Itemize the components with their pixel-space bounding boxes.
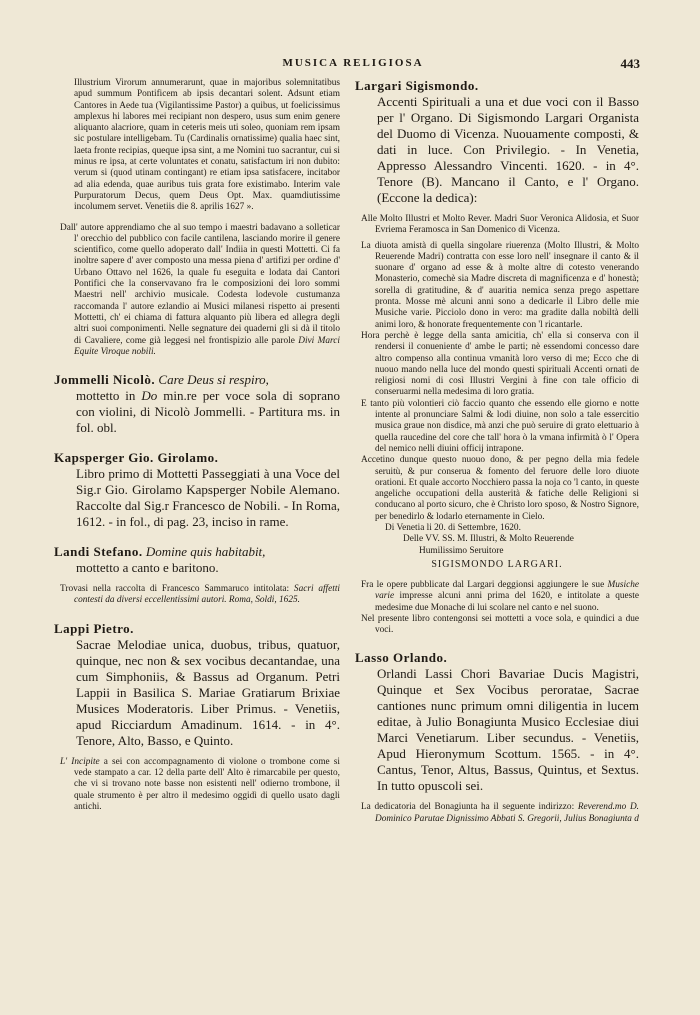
signature: SIGISMONDO LARGARI. xyxy=(431,558,563,570)
running-header: MUSICA RELIGIOSA xyxy=(282,57,424,69)
dedication-paragraph: Accetino dunque questo nuouo dono, & per pegno della mia fedele seruitù, & pur conserua & fomento del feruore delle loro diuote orationi. Et quale accorto Nocchiero passa la noja co 'l canto, in queste angeliche occupationi della austerità & fatiche delle Religioni si conducano al porto sicuro, che è Christo loro sposo, & Nostro Signore, per benedirlo & lodarlo eternamente in Cielo. xyxy=(361,455,639,522)
entry-name: Kapsperger Gio. Girolamo. xyxy=(54,450,219,466)
right-column xyxy=(355,78,639,825)
entry-lasso: Lasso Orlando. Orlandi Lassi Chori Bavariae Ducis Magistri, Quinque et Sex Vocibus peroratae, Sacrae cantiones nunc primum omni diligentia in lucem editae, à Julio Bonagiunta Musico Ecclesiae diui Marci Venetiarum. Liber secundus. - Venetiis, Apud Hieronymum Scottum. 1565. - in 4°. Cantus, Tenor, Altus, Bassus, Quintus, et Sextus. In tutto opuscoli sei. xyxy=(355,650,639,794)
closing-line: Delle VV. SS. M. Illustri, & Molto Reuerende xyxy=(403,534,574,545)
note-italic: Divi Marci Equite Viroque nobili. xyxy=(74,335,340,357)
note-text: Dall' autore apprendiamo che al suo tempo i maestri badavano a solleticar l' orecchio del pubblico con facile cantilena, lasciando morire il genere scientifico, come quello adoperato dall' Indiia in questi Mottetti. Ci fa inoltre sapere d' aver composto una messa piena d' artifizi per ordine d' Urbano Ottavo nel 1626, la quale fu eseguita e lodata dai Cantori Pontifici che la conservavano fra le composizioni dei loro sommi Maestri nell' archivio musicale. Codesta lodevole custumanza raccomanda l' autore ezlandio ai Musici milanesi rispetto ai presenti Mottetti, ch' ei chiama di fattura alquanto più libera ed allegra degli altri suoi componimenti. Nelle segnature dei quaderni gli si dà il titolo di Cavaliere, come già leggesi nel frontispizio alle parole Divi Marci Equite Viroque nobili. xyxy=(60,222,340,357)
dedication-paragraph: La diuota amistà di quella singolare riuerenza (Molto Illustri, & Molto Reuerende Madri) contratta con esse loro nell' insegnare il canto & il suonare d' organo ad esse & à molte altre di cotesto venerando Monasterio, comechè sia Madre discreta di magnificenza e d' honestà; sorella di gratitudine, & d' auaritia nemica senza prego aspettare pronta. Mosse mè alcuni anni sono a dedicarle il Libro delle mie Musiche varie. Picciolo dono in vero: ma gradite dalla nobiltà delli animi loro, & honorate frequentemente con 'l ricantarle. xyxy=(361,240,639,330)
dedication-paragraph: Hora perchè è legge della santa amicitia, ch' ella si conserva con il rendersi il conueniente d' ambe le parti; nè essendomi concesso dare altro compenso alla continua vmanità loro verso di me; Ecco che di nuouo mando nella luce del mondo questi spirituali Accenti ornati de religiosi nomi di così Illustri Vergini à fine con tale officio di conseruarmi nella medesima di loro gratia. xyxy=(361,330,639,398)
note-text: Nel presente libro contengonsi sei mottetti a voce sola, e quindici a due voci. xyxy=(361,613,639,636)
entry-name: Lappi Pietro. xyxy=(54,620,134,636)
page-number: 443 xyxy=(620,56,640,71)
entry-name: Lasso Orlando. xyxy=(355,650,448,666)
dedication-address: Alle Molto Illustri et Molto Rever. Madri Suor Veronica Alidosia, et Suor Evriema Feramosca in San Domenico di Vicenza. xyxy=(361,214,639,236)
entry-name: Jommelli Nicolò. xyxy=(54,372,156,388)
left-column xyxy=(54,78,340,813)
dedication-paragraph: E tanto più volontieri ciò faccio quanto che essendo elle giorno e notte intente al pronunciare Salmi & lodi diuine, non solo a tale essercitio musica graue non disdice, mà anzi che può seruire di grato elettuario à quella raucedine del core che tall' hora ò la vmana infirmità ò l' Opera del nemico nelli diuini officij intrapone. xyxy=(361,398,639,454)
note-text: Fra le opere pubblicate dal Largari deggionsi aggiungere le sue Musiche varie impresse alcuni anni prima del 1620, e intitolate a queste medesime due Monache di lui scolare nel canto e nel suono. xyxy=(361,579,640,613)
entry-largari: Largari Sigismondo. Accenti Spirituali a una et due voci con il Basso per l' Organo. Di Sigismondo Largari Organista del Duomo di Vicenza. Nuouamente composti, & dati in luce. Con Privilegio. - In Venetia, Appresso Alessandro Vincenti. 1620. - in 4°. Tenore (B). Mancano il Canto, e l' Organo. (Eccone la dedica): xyxy=(355,78,639,205)
dateline: Di Venetia li 20. di Settembre, 1620. xyxy=(385,523,521,534)
entry-name: Landi Stefano. xyxy=(54,544,143,560)
entry-name: Largari Sigismondo. xyxy=(355,78,479,93)
note-text: L' Incipite a sei con accompagnamento di violone o trombone come si vede stampato a car. 12 della parte dell' Alto è rimarcabile per questo, che vi si trovano note basse non esistenti nell' odierno trombone, il quale strumento è per altro il medesimo oggidì di quello usato dagli antichi. xyxy=(60,756,340,812)
latin-quote: Illustrium Virorum annumerarunt, quae in majoribus solemnitatibus apud summum Pontificem ab ipsis decantari solent. Adsunt etiam Cantores in Aede tua (Vigilantissime Pastor) a quibus, ut foelicissimus amplexus hi labores mei recipiant non despero, usus sum enim genere aliquanto alacriore, quam in ceteris meis uti soleo, quoniam rem ipsam sic postulare intelligebam. Tu (Cardinalis ornatissime) qualia haec sint, laeta fronte recipias, queque ipsa sint, a me Nomini tuo sacrantur, cui si minus re ipsa, at certe voluntates et conatu, satisfactum iri non dubito: verum si (quod utinam contingant) re etiam ipsa satisfacere, incitabor ad alia edenda, quae auribus tuis grata fore existimabo. Interim vale Purpuratorum Decus, quem Deus Opt. Max. quamdiutissime incolumem servet. Venetiis die 8. aprilis 1627 ». xyxy=(74,78,340,213)
entry-landi: Landi Stefano. Domine quis habitabit, mottetto a canto e baritono. xyxy=(54,544,266,576)
humbly-line: Humilissimo Seruitore xyxy=(419,545,504,556)
note-text: La dedicatoria del Bonagiunta ha il seguente indirizzo: Reverend.mo D. Dominico Parutae Dignissimo Abbati S. Gregorii, Julius Bonagiunta d xyxy=(361,802,639,824)
note-text: Trovasi nella raccolta di Francesco Sammaruco intitolata: Sacri affetti contesti da diversi eccellentissimi autori. Roma, Soldi, 1625. xyxy=(60,584,341,606)
entry-jommelli: Jommelli Nicolò. Care Deus si respiro, mottetto in Do min.re per voce sola di soprano con violini, di Nicolò Jommelli. - Partitura ms. in fol. obl. xyxy=(54,372,340,436)
entry-lappi: Lappi Pietro. Sacrae Melodiae unica, duobus, tribus, quatuor, quinque, nec non & sex vocibus decantandae, una cum Simphoniis, & Bassus ad Organum. Petri Lappii in Basilica S. Mariae Gratiarum Brixiae Musices Moderatoris. Liber Primus. - Venetiis, apud Ricciardum Amadinum. 1614. - in 4°. Tenore, Alto, Basso, e Quinto. xyxy=(54,620,340,748)
entry-kapsperger: Kapsperger Gio. Girolamo. Libro primo di Mottetti Passeggiati à una Voce del Sig.r Gio. Girolamo Kapsperger Nobile Alemano. Raccolte dal Sig.r Francesco de Nobili. - In Roma, 1612. - in fol., di pag. 23, inciso in rame. xyxy=(54,450,340,530)
